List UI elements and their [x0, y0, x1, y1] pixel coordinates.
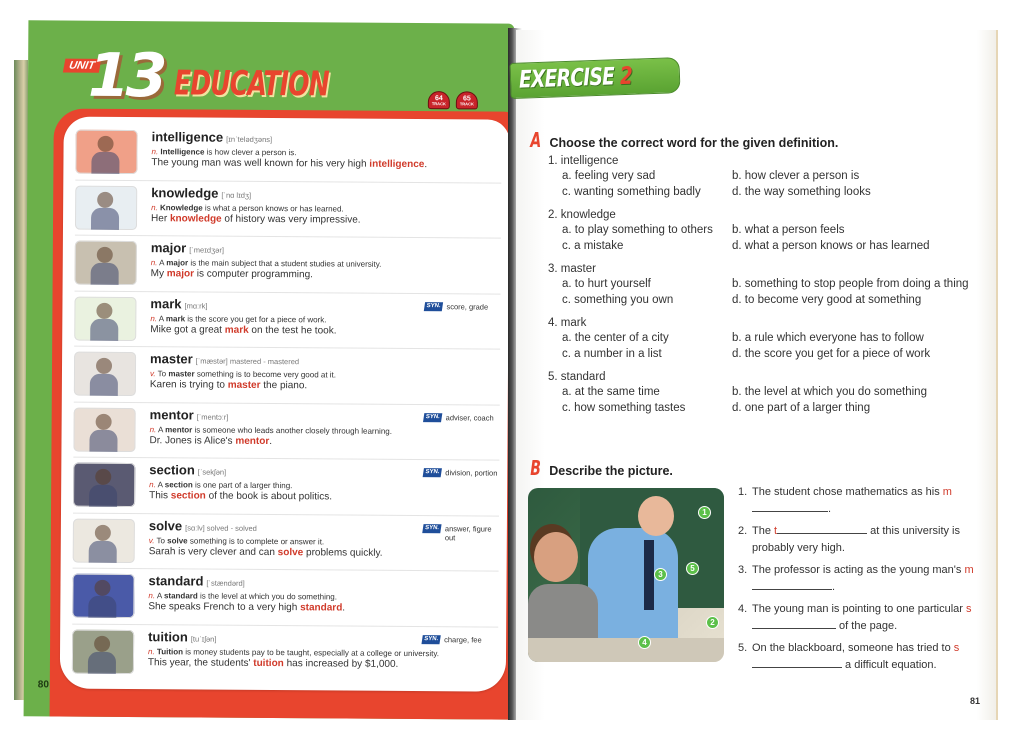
vocab-word: major — [150, 240, 187, 256]
fill-in-sentence: 1. The student chose mathematics as his m. — [738, 486, 952, 515]
headphones-track-icon[interactable]: 64 TRACK — [428, 91, 450, 109]
answer-option[interactable]: a. at the same time — [562, 386, 660, 398]
desk — [528, 638, 724, 662]
answer-options — [562, 277, 988, 308]
unit-number: 13 — [87, 40, 164, 112]
vocab-definition: v. To solve something is to complete or answer it. — [148, 535, 325, 546]
pronunciation: [ɪnˈtelədʒəns] — [226, 134, 273, 145]
vocab-entry — [74, 347, 500, 405]
marker-2-icon: 2 — [706, 616, 719, 629]
vocab-photo — [72, 574, 134, 618]
vocab-word: master — [150, 351, 193, 367]
vocab-definition: n. A section is one part of a larger thing. — [149, 480, 293, 491]
answer-option[interactable]: b. the level at which you do something — [732, 386, 927, 398]
student-head — [534, 532, 578, 582]
answer-blank[interactable] — [752, 580, 832, 590]
vocab-photo — [73, 518, 135, 562]
unit-header — [58, 40, 478, 120]
vocab-example: Dr. Jones is Alice's mentor. — [149, 434, 273, 447]
section-letter: A — [530, 128, 542, 152]
right-page-exercise — [516, 30, 998, 720]
vocab-entry — [72, 569, 498, 627]
section-title: Choose the correct word for the given definition. — [549, 136, 839, 150]
fill-in-blank-list — [738, 484, 988, 679]
vocab-photo — [72, 629, 134, 673]
pronunciation: [ˈnɑ lɪdʒ] — [221, 190, 252, 200]
vocab-definition: n. Intelligence is how clever a person is. — [151, 147, 297, 158]
synonyms: SYN. charge, fee — [422, 635, 498, 645]
vocab-entry — [73, 513, 499, 571]
vocab-entry — [75, 125, 501, 183]
vocab-photo — [75, 185, 137, 229]
vocabulary-list — [72, 125, 502, 683]
synonyms: SYN. answer, figure out — [423, 524, 499, 543]
vocab-entry — [73, 458, 499, 516]
question-item — [548, 262, 988, 308]
vocab-example: Karen is trying to master the piano. — [149, 379, 308, 392]
marker-1-icon: 1 — [698, 506, 711, 519]
vocab-photo — [74, 352, 136, 396]
vocab-text — [150, 347, 500, 393]
question-item — [548, 316, 988, 362]
answer-option[interactable]: d. what a person knows or has learned — [732, 240, 930, 252]
question-stem: 1. intelligence — [548, 155, 619, 167]
answer-option[interactable]: d. one part of a larger thing — [732, 402, 871, 414]
vocab-example: She speaks French to a very high standard. — [148, 601, 346, 614]
answer-options — [562, 223, 988, 254]
answer-options — [562, 385, 988, 416]
vocab-word: solve — [148, 517, 183, 533]
vocab-photo — [73, 463, 135, 507]
answer-option[interactable]: a. the center of a city — [562, 332, 669, 344]
syn-badge: SYN. — [422, 524, 441, 533]
vocab-word: section — [149, 462, 195, 478]
unit-label: UNIT — [63, 59, 101, 73]
answer-blank[interactable] — [752, 502, 828, 512]
marker-5-icon: 5 — [686, 562, 699, 575]
fill-in-sentence: 2. The t at this university is probably very high. — [738, 525, 960, 554]
section-b-heading — [528, 456, 673, 480]
vocab-text — [149, 403, 499, 449]
question-stem: 4. mark — [548, 317, 587, 329]
vocab-word: mark — [150, 295, 182, 311]
vocab-definition: v. To master something is to become very good at it. — [149, 369, 337, 380]
answer-blank[interactable] — [752, 619, 836, 629]
section-title: Describe the picture. — [549, 464, 673, 478]
answer-blank[interactable] — [752, 658, 842, 668]
question-item — [548, 208, 988, 254]
professor — [588, 528, 678, 638]
fill-in-sentence: 5. On the blackboard, someone has tried to s a difficult equation. — [738, 642, 960, 671]
vocab-word: intelligence — [151, 129, 224, 145]
question-item — [548, 154, 988, 200]
vocab-text — [151, 236, 501, 282]
synonyms: SYN. division, portion — [423, 468, 499, 478]
vocab-text — [150, 292, 500, 338]
answer-option[interactable]: a. to hurt yourself — [562, 278, 651, 290]
vocab-entry — [72, 624, 498, 682]
page-number: 80 — [37, 679, 49, 691]
vocab-entry — [74, 291, 500, 349]
vocab-entry — [73, 402, 499, 460]
vocab-definition: n. Knowledge is what a person knows or has learned. — [151, 202, 344, 214]
vocab-definition: n. A mark is the score you get for a piece of work. — [150, 313, 327, 324]
answer-options — [562, 169, 988, 200]
syn-badge: SYN. — [424, 302, 443, 311]
classroom-picture — [528, 488, 724, 662]
page-number: 81 — [969, 696, 980, 706]
vocab-example: This section of the book is about politics. — [149, 490, 333, 503]
question-stem: 5. standard — [548, 371, 606, 383]
syn-badge: SYN. — [423, 413, 442, 422]
answer-option[interactable]: b. what a person feels — [732, 224, 845, 236]
pronunciation: [ˈmæstər] mastered - mastered — [195, 356, 300, 367]
answer-option[interactable]: c. how something tastes — [562, 402, 686, 414]
vocab-word: mentor — [149, 406, 194, 422]
multiple-choice-list — [548, 154, 988, 424]
question-item — [548, 370, 988, 416]
fill-in-sentence: 3. The professor is acting as the young man's m. — [738, 564, 974, 593]
answer-option[interactable]: c. wanting something badly — [562, 186, 701, 198]
unit-title: EDUCATION — [173, 63, 329, 105]
audio-tracks — [428, 91, 478, 109]
vocab-definition: n. Tuition is money students pay to be taught, especially at a college or university. — [148, 646, 440, 658]
vocab-example: This year, the students' tuition has increased by $1,000. — [147, 656, 399, 670]
pronunciation: [ˈstændərd] — [206, 578, 245, 588]
left-page-vocabulary — [24, 20, 515, 719]
syn-badge: SYN. — [423, 468, 442, 477]
answer-option[interactable]: d. the way something looks — [732, 186, 871, 198]
vocab-definition: n. A standard is the level at which you do something. — [148, 591, 338, 602]
question-stem: 3. master — [548, 263, 596, 275]
vocab-text — [149, 458, 499, 504]
vocab-definition: n. A major is the main subject that a student studies at university. — [150, 258, 382, 269]
synonyms: SYN. score, grade — [424, 302, 500, 312]
tie — [644, 540, 654, 610]
vocab-example: Her knowledge of history was very impressive. — [151, 212, 361, 226]
answer-option[interactable]: c. something you own — [562, 294, 674, 306]
vocab-entry — [75, 180, 501, 238]
vocab-word: standard — [148, 573, 204, 589]
answer-option[interactable]: b. something to stop people from doing a thing — [732, 278, 969, 290]
syn-badge: SYN. — [421, 635, 440, 644]
answer-blank[interactable] — [777, 524, 867, 534]
vocab-entry — [75, 236, 501, 294]
pronunciation: [ˈsekʃən] — [197, 467, 227, 477]
professor-head — [638, 496, 674, 536]
vocab-example: My major is computer programming. — [150, 268, 313, 281]
vocab-example: The young man was well known for his very high intelligence. — [151, 157, 428, 171]
answer-option[interactable]: c. a number in a list — [562, 348, 662, 360]
headphones-track-icon[interactable]: 65 TRACK — [456, 91, 478, 109]
section-a-heading — [528, 128, 838, 152]
marker-3-icon: 3 — [654, 568, 667, 581]
exercise-title: EXERCISE 2 — [518, 61, 633, 94]
vocab-definition: n. A mentor is someone who leads another closely through learning. — [149, 424, 393, 436]
vocab-photo — [74, 296, 136, 340]
vocab-text — [148, 625, 498, 671]
vocab-photo — [73, 407, 135, 451]
answer-option[interactable]: b. how clever a person is — [732, 170, 860, 182]
synonyms: SYN. adviser, coach — [424, 413, 500, 423]
exercise-banner — [509, 57, 680, 99]
vocab-text — [151, 181, 501, 227]
pronunciation: [tuˈɪʃən] — [190, 633, 217, 644]
answer-option[interactable]: b. a rule which everyone has to follow — [732, 332, 924, 344]
vocab-text — [151, 125, 501, 171]
answer-option[interactable]: d. to become very good at something — [732, 294, 922, 306]
pronunciation: [sɑːlv] solved - solved — [185, 522, 257, 533]
answer-option[interactable]: a. to play something to others — [562, 224, 713, 236]
section-letter: B — [530, 456, 541, 480]
vocab-word: knowledge — [151, 184, 219, 201]
fill-in-sentence: 4. The young man is pointing to one particular s of the page. — [738, 603, 972, 632]
vocab-photo — [75, 130, 137, 174]
pronunciation: [ˈmeɪdʒər] — [189, 245, 224, 255]
pronunciation: [ˈmentɔːr] — [196, 411, 229, 422]
answer-option[interactable]: d. the score you get for a piece of work — [732, 348, 931, 360]
vocab-example: Mike got a great mark on the test he took. — [150, 323, 337, 336]
question-stem: 2. knowledge — [548, 209, 616, 221]
answer-options — [562, 331, 988, 362]
pronunciation: [mɑːrk] — [184, 300, 208, 311]
vocab-example: Sarah is very clever and can solve problems quickly. — [148, 545, 383, 559]
vocabulary-card — [60, 117, 510, 692]
vocab-text — [148, 569, 498, 615]
answer-option[interactable]: a. feeling very sad — [562, 170, 656, 182]
marker-4-icon: 4 — [638, 636, 651, 649]
vocab-photo — [75, 241, 137, 285]
answer-option[interactable]: c. a mistake — [562, 240, 624, 252]
vocab-word: tuition — [148, 628, 188, 644]
